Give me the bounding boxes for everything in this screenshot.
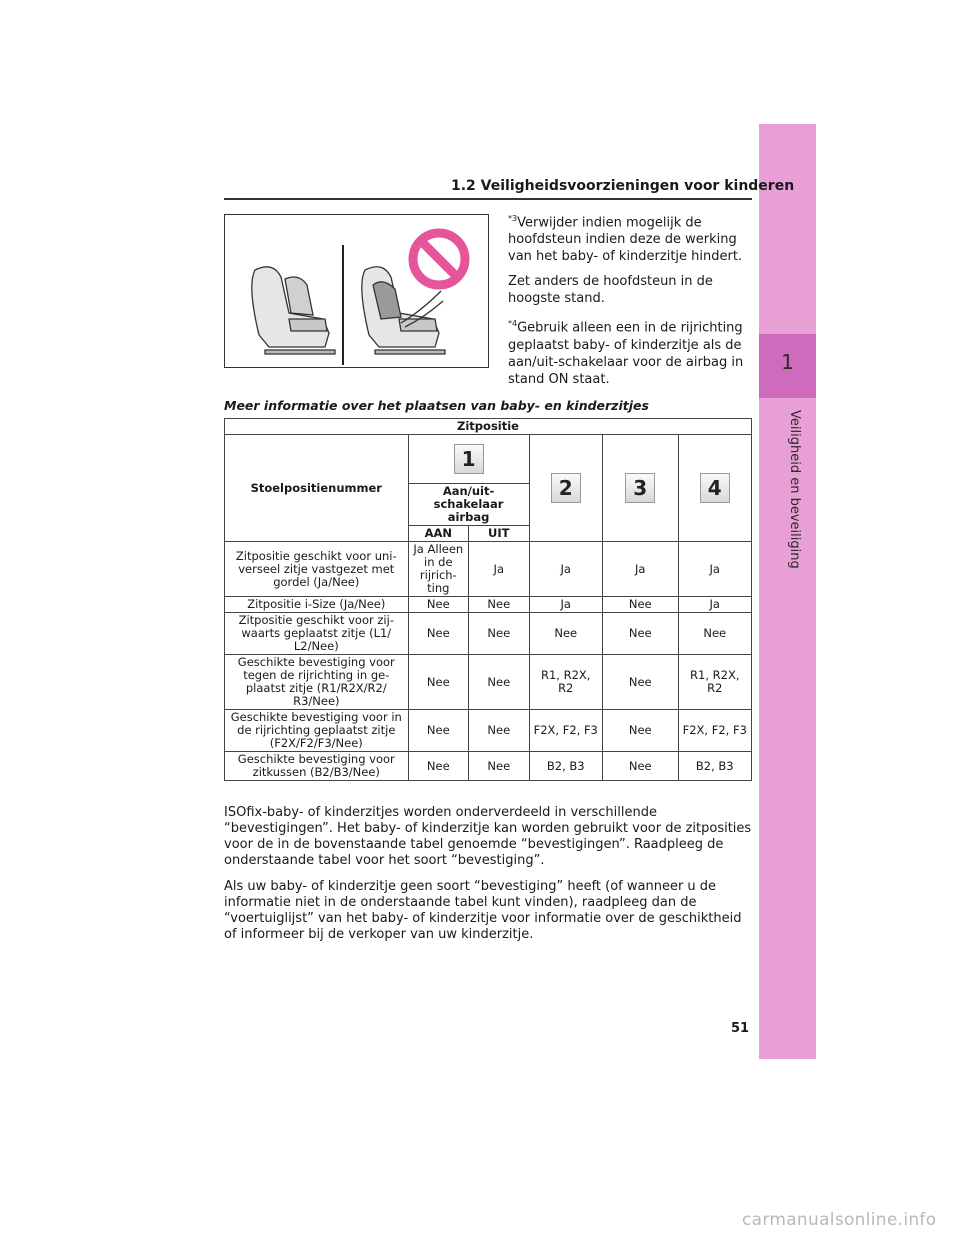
cell: Ja [529, 597, 602, 613]
cell: Ja [678, 542, 751, 597]
footnote-text: Gebruik alleen een in de rijrichting geplaatst baby- of kinderzitje als de aan/uit-schakelaar voor de airbag in stand ON staat. [508, 320, 744, 387]
cell: Nee [678, 613, 751, 655]
section-header: 1.2 Veiligheidsvoorzieningen voor kinderen [451, 178, 795, 194]
cell: Nee [602, 752, 678, 781]
row-label: Zitpositie geschikt voor zij-waarts geplaatst zitje (L1/ L2/Nee) [225, 613, 409, 655]
table-header-row [225, 419, 752, 435]
table-row [225, 655, 752, 710]
cell: Nee [529, 613, 602, 655]
cell: R1, R2X, R2 [678, 655, 751, 710]
seat-3-header [602, 435, 678, 542]
cell: Nee [408, 597, 468, 613]
body-text [224, 805, 754, 953]
row-label: Geschikte bevestiging voor tegen de rijrichting in ge-plaatst zitje (R1/R2X/R2/ R3/Nee) [225, 655, 409, 710]
footnote-text: Zet anders de hoofdsteun in de hoogste stand. [508, 274, 713, 307]
footnote-3-alt [508, 273, 752, 307]
seat-3-badge: 3 [625, 473, 655, 503]
cell: Ja [529, 542, 602, 597]
cell: Nee [469, 710, 529, 752]
cell: Nee [408, 710, 468, 752]
cell: Nee [469, 613, 529, 655]
cell: Ja Alleen in de rijrich-ting [408, 542, 468, 597]
airbag-switch-header: Aan/uit-schakelaar airbag [408, 484, 529, 526]
cell: Nee [469, 655, 529, 710]
cell: Nee [469, 597, 529, 613]
table-row [225, 597, 752, 613]
header-divider [224, 198, 752, 200]
seat-4-badge: 4 [700, 473, 730, 503]
table-heading: Meer informatie over het plaatsen van baby- en kinderzitjes [224, 398, 649, 413]
paragraph: Als uw baby- of kinderzitje geen soort “bevestiging” heeft (of wanneer u de informatie niet in de onderstaande tabel kunt vinden), raadpleeg dan de “voertuiglijst” van het baby- of kinderzitje voor informatie over de geschiktheid of informeer bij de verkoper van uw kinderzitje. [224, 879, 742, 942]
cell: Nee [602, 613, 678, 655]
seat-position-table [224, 418, 752, 781]
cell: Nee [408, 655, 468, 710]
prohibition-icon [413, 233, 465, 285]
child-seat-illustration [224, 214, 489, 368]
footnote-3 [508, 210, 752, 265]
watermark: carmanualsonline.info [742, 1210, 937, 1230]
cell: F2X, F2, F3 [678, 710, 751, 752]
footnotes [508, 210, 752, 396]
row-label: Geschikte bevestiging voor zitkussen (B2/B3/Nee) [225, 752, 409, 781]
cell: B2, B3 [678, 752, 751, 781]
seat-2-badge: 2 [551, 473, 581, 503]
row-label: Geschikte bevestiging voor in de rijrichting geplaatst zitje (F2X/F2/F3/Nee) [225, 710, 409, 752]
aan-header: AAN [408, 526, 468, 542]
paragraph: ISOfix-baby- of kinderzitjes worden onderverdeeld in verschillende “bevestigingen”. Het baby- of kinderzitje kan worden gebruikt voor de zitposities voor de in de bovenstaande tabel genoemde “bevestigingen”. Raadpleeg de onderstaande tabel voor het soort “bevestiging”. [224, 805, 752, 868]
cell: B2, B3 [529, 752, 602, 781]
footnote-4 [508, 315, 752, 387]
row-label: Zitpositie i-Size (Ja/Nee) [225, 597, 409, 613]
footnote-text: Verwijder indien mogelijk de hoofdsteun indien deze de werking van het baby- of kinderzitje hindert. [508, 215, 743, 265]
seat-1-badge: 1 [454, 444, 484, 474]
cell: Nee [408, 752, 468, 781]
child-seat-drawing [225, 215, 488, 367]
table-row [225, 710, 752, 752]
zitpositie-header: Zitpositie [225, 419, 752, 435]
footnote-mark: *3 [508, 214, 518, 223]
table-row [225, 613, 752, 655]
chapter-number: 1 [781, 350, 794, 374]
table-row [225, 752, 752, 781]
seat-4-header [678, 435, 751, 542]
chapter-title: Veiligheid en beveiliging [787, 410, 802, 569]
cell: Nee [469, 752, 529, 781]
cell: Ja [678, 597, 751, 613]
uit-header: UIT [469, 526, 529, 542]
cell: Ja [469, 542, 529, 597]
row-label: Zitpositie geschikt voor uni-verseel zitje vastgezet met gordel (Ja/Nee) [225, 542, 409, 597]
seat-number-label: Stoelpositienummer [225, 435, 409, 542]
cell: Nee [602, 655, 678, 710]
cell: Nee [602, 597, 678, 613]
footnote-mark: *4 [508, 319, 518, 329]
page-number: 51 [731, 1021, 750, 1036]
seat-1-header [408, 435, 529, 484]
table-header-row [225, 435, 752, 484]
cell: Nee [602, 710, 678, 752]
table-row [225, 542, 752, 597]
cell: R1, R2X, R2 [529, 655, 602, 710]
seat-2-header [529, 435, 602, 542]
cell: F2X, F2, F3 [529, 710, 602, 752]
cell: Nee [408, 613, 468, 655]
cell: Ja [602, 542, 678, 597]
